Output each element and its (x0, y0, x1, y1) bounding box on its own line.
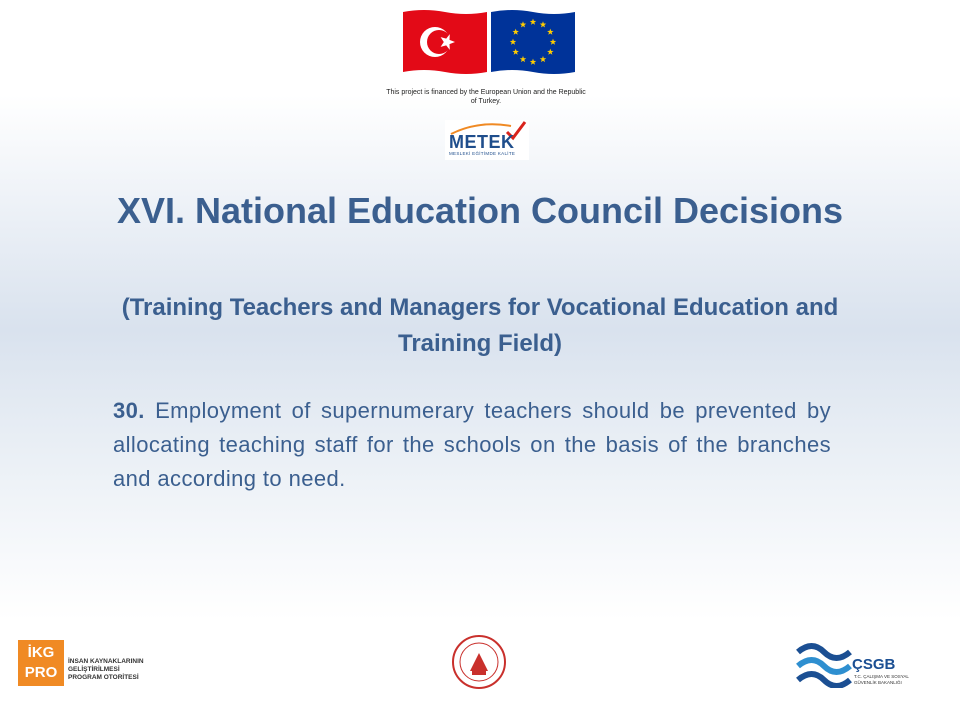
csgb-wave-icon (794, 638, 854, 688)
ikg-logo-bottom: PRO (24, 664, 58, 681)
item-number: 30. (113, 398, 145, 423)
decision-item (113, 394, 831, 496)
csgb-wordmark: ÇSGB (852, 656, 896, 673)
meb-seal-icon (446, 633, 512, 691)
metek-wordmark: METEK (449, 132, 515, 152)
ikg-text: İNSAN KAYNAKLARININ GELİŞTİRİLMESİ PROGRAM OTORİTESİ (68, 658, 144, 681)
eu-flag-icon (491, 8, 575, 76)
slide-title: XVI. National Education Council Decisions (116, 190, 844, 231)
slide-subtitle: (Training Teachers and Managers for Vocational Education and Training Field) (121, 294, 839, 357)
metek-logo (445, 120, 529, 160)
metek-tagline: MESLEKİ EĞİTİMDE KALİTE (449, 151, 516, 156)
funding-note: This project is financed by the European Union and the Republic of Turkey. (386, 89, 586, 105)
turkey-flag-icon (403, 8, 487, 76)
ministry-of-education-emblem (446, 633, 512, 691)
ikg-pro-mark (18, 640, 64, 686)
item-text: Employment of supernumerary teachers should be prevented by allocating teaching staff for the schools on the basis of the branches and according to need. (113, 398, 832, 491)
csgb-text: T.C. ÇALIŞMA VE SOSYAL GÜVENLİK BAKANLIĞI (854, 674, 909, 685)
ikg-pro-logo (14, 634, 142, 690)
csgb-logo (794, 636, 910, 694)
ikg-logo-top: İKG (27, 644, 55, 661)
partner-flags (403, 8, 575, 78)
